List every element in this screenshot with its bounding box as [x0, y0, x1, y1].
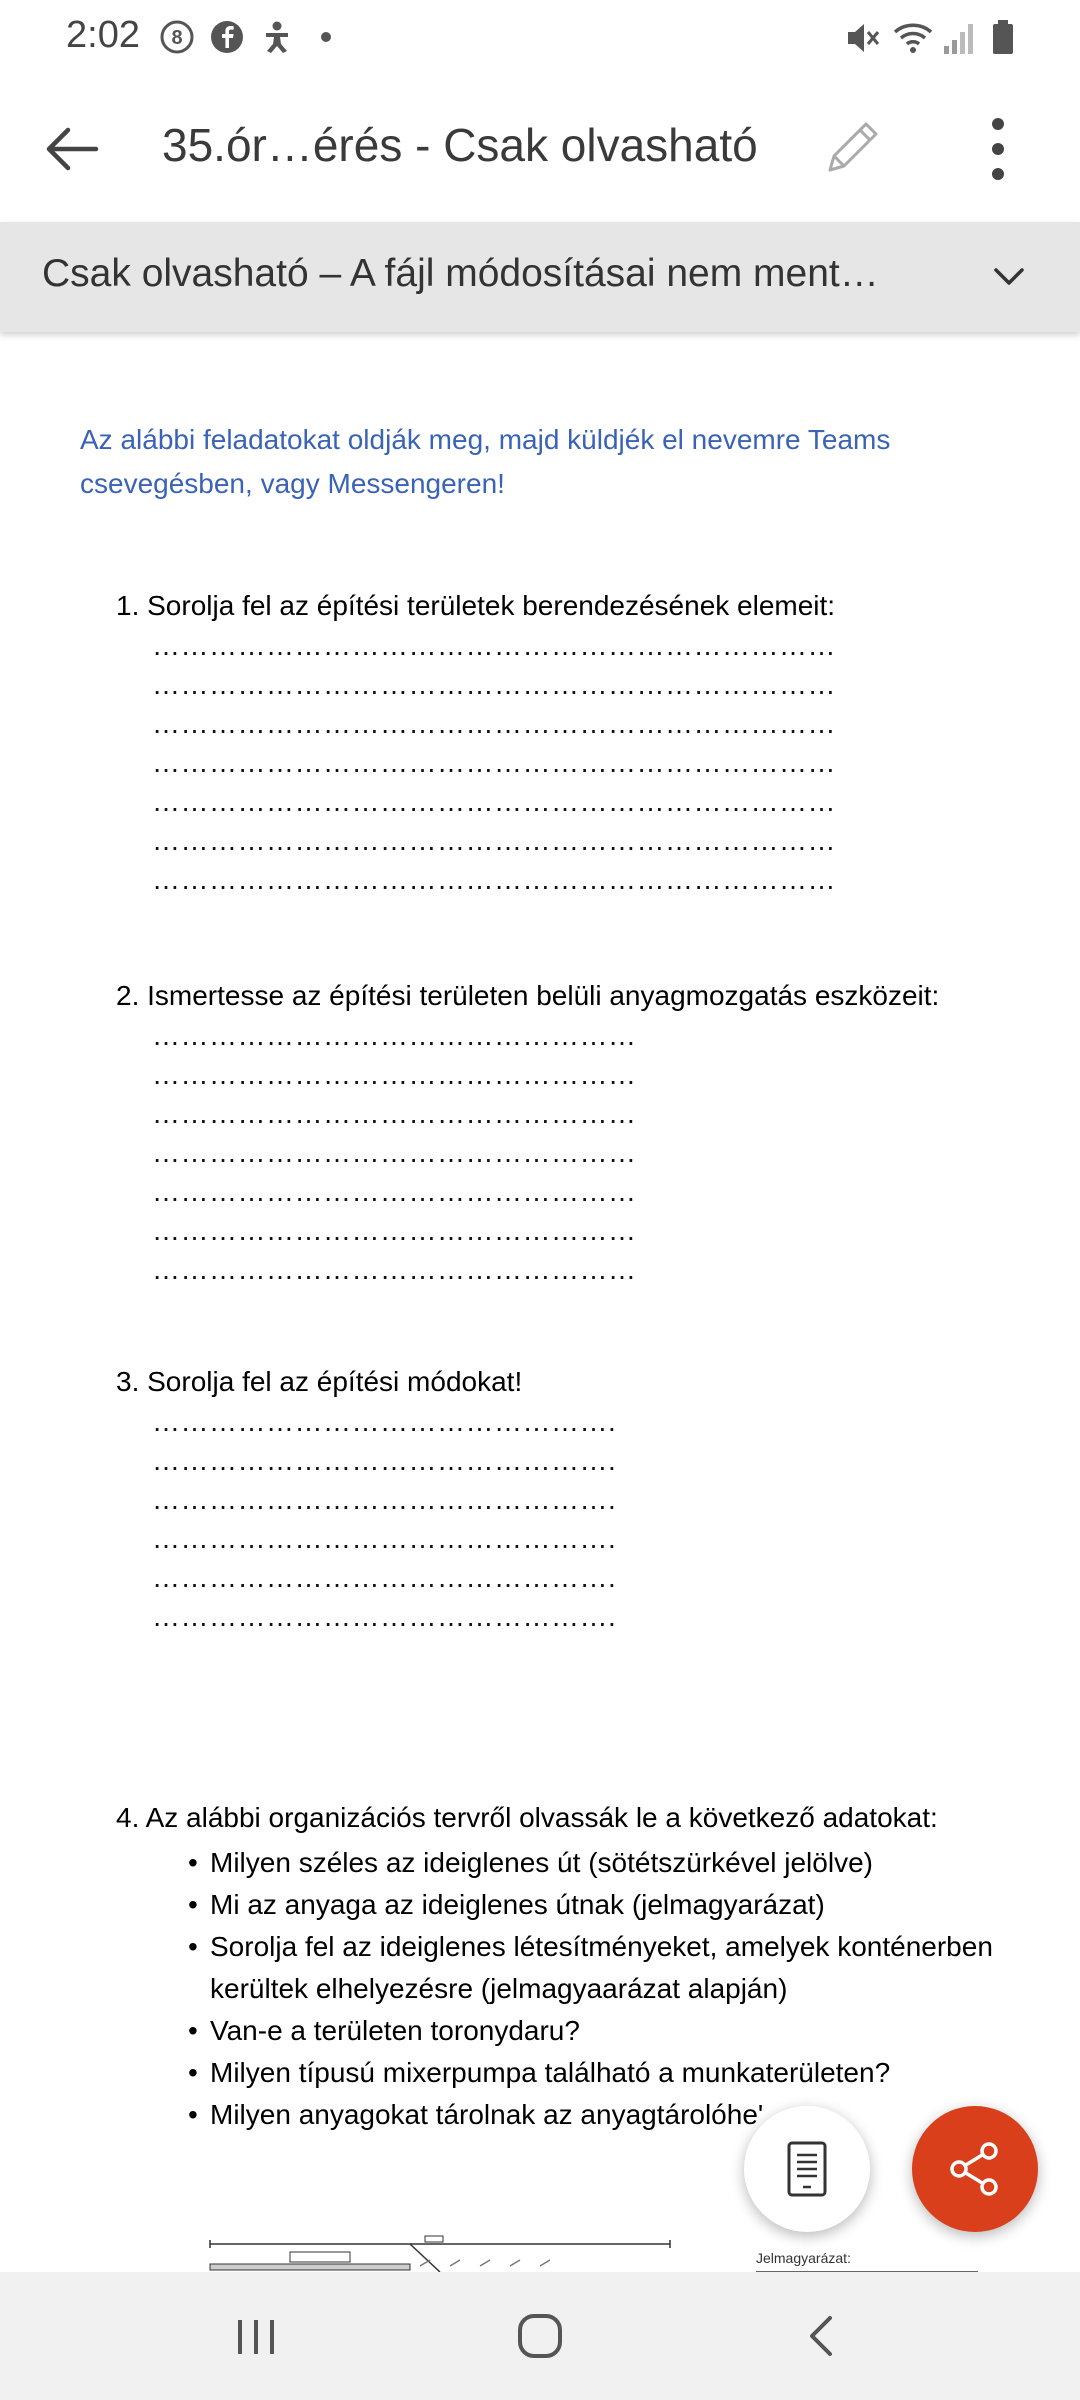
status-bar [0, 0, 1080, 76]
answer-line: …………………………………………… [152, 1098, 637, 1129]
answer-line: ……………………………………………………………… [152, 669, 836, 700]
answer-line: ……………………………………………………………… [152, 747, 836, 778]
question-2-title: 2. Ismertesse az építési területen belüli anyagmozgatás eszközeit: [116, 980, 940, 1011]
answer-line: …………………………………………… [152, 1020, 637, 1051]
question-4-title: 4. Az alábbi organizációs tervről olvassák le a következő adatokat: [116, 1802, 938, 1833]
back-nav-icon[interactable] [802, 2314, 838, 2358]
answer-line: ……………………………………………………………… [152, 825, 836, 856]
b-number-icon [158, 18, 196, 56]
wifi-icon [892, 18, 934, 58]
intro-text: Az alábbi feladatokat oldják meg, majd küldjék el nevemre Teams csevegésben, vagy Messengeren! [80, 424, 891, 499]
site-plan-drawing [160, 2230, 680, 2272]
answer-line: …………………………………………. [152, 1562, 617, 1593]
answer-line: …………………………………………… [152, 1176, 637, 1207]
bullet-item: • Milyen széles az ideiglenes út (sötétszürkével jelölve) [188, 1842, 1028, 1884]
battery-icon [990, 18, 1016, 58]
app-bar [0, 76, 1080, 222]
chevron-down-icon[interactable] [990, 258, 1028, 296]
read-only-banner[interactable] [0, 222, 1080, 332]
signal-icon [942, 18, 976, 58]
mute-icon [842, 18, 882, 58]
answer-line: …………………………………………. [152, 1406, 617, 1437]
bullet-item: • Milyen anyagokat tárolnak az anyagtárolóhe' [188, 2094, 1028, 2136]
reading-view-button[interactable] [744, 2106, 870, 2232]
answer-line: …………………………………………… [152, 1254, 637, 1285]
back-arrow-icon[interactable] [40, 116, 106, 182]
bullet-item: • Van-e a területen toronydaru? [188, 2010, 1028, 2052]
dot-icon [318, 18, 334, 56]
answer-line: …………………………………………. [152, 1601, 617, 1632]
answer-line: ……………………………………………………………… [152, 786, 836, 817]
answer-line: …………………………………………… [152, 1137, 637, 1168]
recent-apps-icon[interactable] [232, 2316, 280, 2358]
answer-line: …………………………………………. [152, 1445, 617, 1476]
share-button[interactable] [912, 2106, 1038, 2232]
document-page[interactable] [0, 300, 1080, 2272]
share-icon [945, 2139, 1005, 2199]
bullet-item: • Mi az anyaga az ideiglenes útnak (jelmagyarázat) [188, 1884, 1028, 1926]
read-only-banner-text: Csak olvasható – A fájl módosításai nem ment… [42, 252, 879, 295]
document-title: 35.ór…érés - Csak olvasható [162, 119, 758, 171]
bullet-item: • Sorolja fel az ideiglenes létesítményeket, amelyek konténerben kerültek elhelyezésre (jelmagyaarázat alapján) [188, 1926, 1028, 2010]
svg-text:8: 8 [171, 27, 183, 49]
more-options-icon[interactable] [978, 114, 1018, 184]
reading-view-icon [786, 2140, 828, 2198]
answer-line: ……………………………………………………………… [152, 708, 836, 739]
answer-line: …………………………………………… [152, 1059, 637, 1090]
question-4-bullets [188, 1842, 1028, 2136]
facebook-icon [208, 18, 246, 56]
answer-line: ……………………………………………………………… [152, 864, 836, 895]
legend-label: Jelmagyarázat: [756, 2250, 851, 2266]
system-navigation-bar [0, 2272, 1080, 2400]
question-3-title: 3. Sorolja fel az építési módokat! [116, 1366, 523, 1397]
edit-pencil-icon[interactable] [818, 114, 886, 182]
status-time: 2:02 [66, 14, 140, 56]
question-1-title: 1. Sorolja fel az építési területek berendezésének elemeit: [116, 590, 836, 621]
answer-line: …………………………………………… [152, 1215, 637, 1246]
home-icon[interactable] [516, 2312, 564, 2360]
bullet-item: • Milyen típusú mixerpumpa található a munkaterületen? [188, 2052, 1028, 2094]
answer-line: …………………………………………. [152, 1484, 617, 1515]
accessibility-icon [258, 18, 296, 56]
answer-line: …………………………………………. [152, 1523, 617, 1554]
answer-line: ……………………………………………………………… [152, 630, 836, 661]
